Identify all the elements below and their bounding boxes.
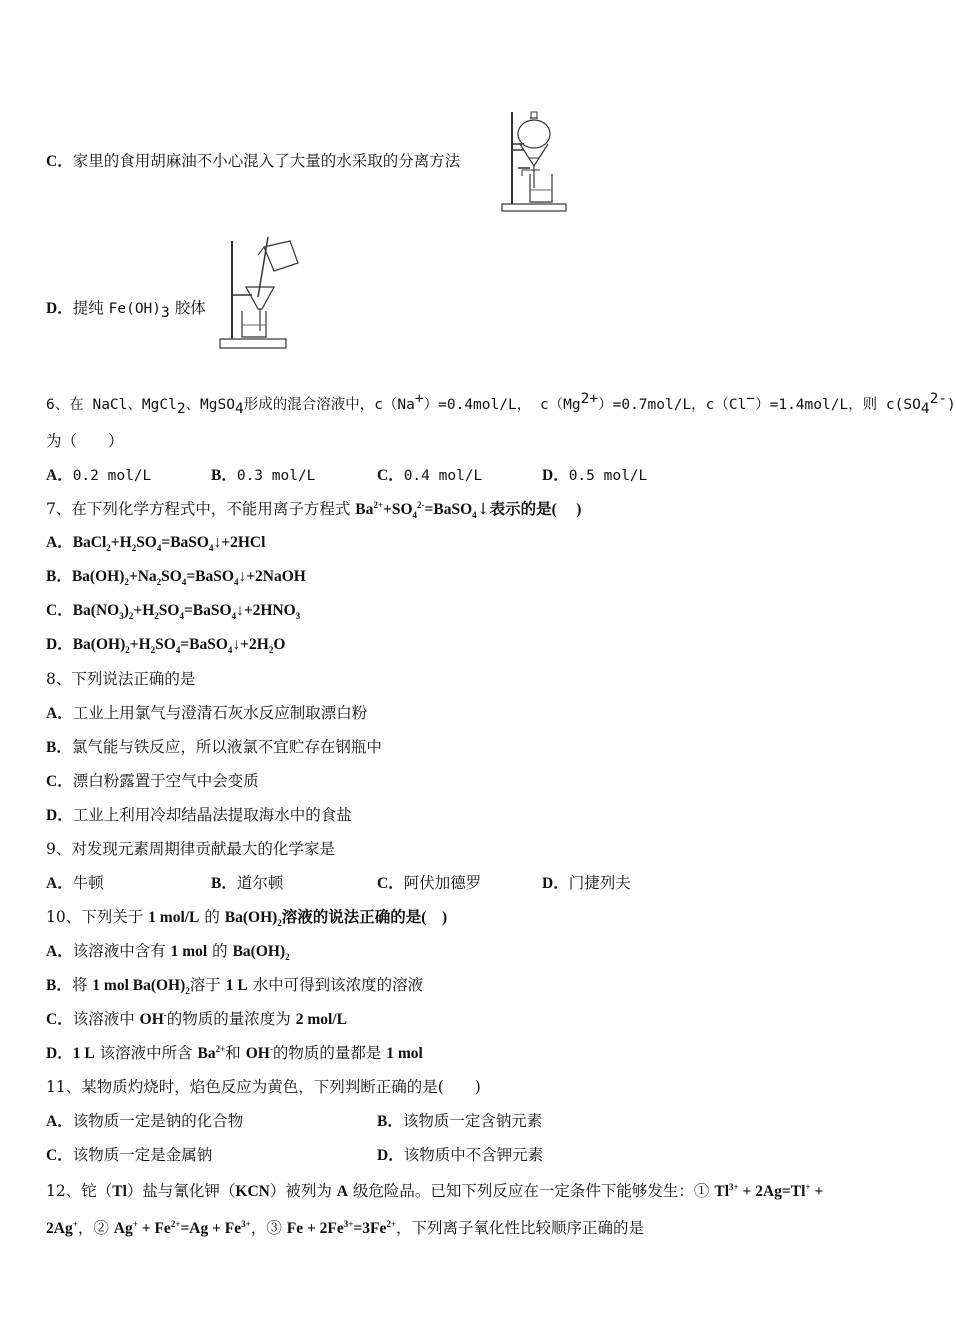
eq-part: O	[273, 636, 286, 653]
option-text: 0.3 mol/L	[236, 468, 316, 484]
q6-stem-e: ）=0.7mol/L，c（Cl	[598, 397, 747, 413]
option-letter: B．	[46, 568, 72, 585]
subscript: 2	[156, 577, 162, 588]
superscript: 2-	[417, 499, 425, 510]
superscript: +	[805, 1181, 811, 1192]
option-letter: A．	[46, 534, 73, 551]
q12-stem-line1	[46, 1181, 823, 1202]
subscript: 2	[131, 543, 137, 554]
option-text: 1 mol Ba(OH)	[92, 977, 186, 994]
q9-stem: 9、对发现元素周期律贡献最大的化学家是	[46, 840, 335, 858]
q6-stem	[46, 390, 956, 418]
eq-part: SO	[158, 602, 180, 619]
option-text: 该物质一定是钠的化合物	[72, 1112, 244, 1130]
q9-option-a	[46, 873, 104, 894]
superscript: +	[72, 1218, 78, 1229]
option-text: OH	[245, 1045, 270, 1062]
subscript: 3	[161, 305, 170, 322]
superscript: -	[163, 1009, 167, 1020]
option-letter: C．	[46, 773, 73, 790]
option-letter: D．	[46, 300, 73, 317]
option-text: 该物质中不含钾元素	[403, 1146, 544, 1164]
option-text: 工业上用氯气与澄清石灰水反应制取漂白粉	[72, 704, 368, 722]
q12-text: 2Ag	[46, 1220, 73, 1237]
option-text: 溶于	[189, 976, 226, 994]
q11-option-d	[377, 1145, 543, 1166]
q12-text: Tl	[112, 1183, 127, 1200]
eq-part: )	[123, 602, 129, 619]
q12-text: KCN	[235, 1183, 270, 1200]
subscript: 2	[154, 611, 159, 622]
option-letter: A．	[46, 1113, 73, 1130]
subscript: 4	[175, 645, 181, 656]
subscript: 4	[156, 543, 162, 554]
eq-part: Ba(OH)	[71, 568, 125, 585]
option-text: 漂白粉露置于空气中会变质	[72, 772, 259, 790]
q12-text: 12、铊（	[46, 1182, 113, 1200]
option-letter: B．	[211, 467, 237, 484]
q12-text: A	[336, 1183, 348, 1200]
option-letter: C．	[46, 1011, 73, 1028]
q12-text: ）被列为	[269, 1182, 337, 1200]
q10-stem-a: 10、下列关于	[46, 908, 149, 926]
option-text: 2 mol/L	[295, 1011, 347, 1028]
option-text: 牛顿	[72, 874, 104, 892]
option-text: 氯气能与铁反应，所以液氯不宜贮存在钢瓶中	[71, 738, 382, 756]
subscript: 4	[412, 510, 418, 521]
subscript: 4	[231, 611, 237, 622]
separatory-funnel-apparatus-icon	[500, 108, 570, 214]
option-letter: D．	[46, 636, 73, 653]
subscript: 2	[125, 645, 130, 656]
subscript: 2	[268, 645, 274, 656]
eq-part: SO	[155, 636, 176, 653]
subscript: 4	[234, 401, 244, 418]
eq-part: ↓+2H	[232, 636, 269, 653]
option-letter: A．	[46, 467, 73, 484]
subscript: 2	[176, 401, 186, 418]
option-letter: B．	[377, 1113, 403, 1130]
formula: Fe(OH)	[108, 301, 162, 317]
eq-part: +H	[129, 636, 151, 653]
q7-option-b	[46, 567, 306, 587]
q8-stem: 8、下列说法正确的是	[46, 670, 196, 688]
q7-stem	[46, 499, 581, 520]
superscript: 3+	[343, 1218, 354, 1229]
option-text: 和	[225, 1044, 246, 1062]
eq-part: Ba(OH)	[72, 636, 126, 653]
subscript: 2	[150, 645, 156, 656]
option-letter: C．	[377, 467, 404, 484]
eq-part: =BaSO	[180, 636, 228, 653]
subscript: 4	[472, 510, 477, 521]
eq-part: Ba(NO	[72, 602, 120, 619]
subscript: 3	[119, 611, 124, 622]
option-text: 该物质一定是金属钠	[72, 1146, 213, 1164]
q11-option-b	[377, 1111, 542, 1132]
subscript: 2	[285, 952, 290, 963]
q12-text: =3Fe	[353, 1220, 387, 1237]
q8-option-d	[46, 805, 352, 826]
q6-stem-line2: 为（ ）	[46, 432, 124, 450]
option-text: 该溶液中含有	[72, 942, 171, 960]
eq-part: ↓+2NaOH	[238, 568, 306, 585]
option-text: 0.5 mol/L	[568, 468, 648, 484]
eq-part: ↓+2HNO	[236, 602, 296, 619]
option-letter: B．	[46, 739, 72, 756]
subscript: 2	[106, 543, 111, 554]
superscript: −	[746, 390, 756, 407]
superscript: 3+	[241, 1218, 251, 1229]
q12-text: ，③	[250, 1219, 287, 1237]
eq-part: BaCl	[72, 534, 107, 551]
option-letter: D．	[46, 1045, 73, 1062]
eq-arrow: ↓	[476, 500, 490, 518]
q10-option-d	[46, 1043, 423, 1064]
subscript: 4	[208, 543, 214, 554]
option-text: Ba	[197, 1045, 216, 1062]
q12-text: + Fe	[137, 1220, 171, 1237]
eq-part: SO	[136, 534, 157, 551]
q6-option-d	[542, 465, 647, 486]
q6-stem-d: ）=0.4mol/L， c（Mg	[423, 397, 581, 413]
subscript: 4	[920, 401, 930, 418]
superscript: 3+	[729, 1181, 739, 1192]
option-text: 阿伏加德罗	[403, 874, 482, 892]
q6-stem-b: 、MgSO	[185, 397, 235, 413]
q10-stem-e: 溶液的说法正确的是( )	[281, 909, 448, 926]
q10-option-c	[46, 1009, 347, 1030]
option-text: 0.4 mol/L	[403, 468, 483, 484]
subscript: 2	[124, 577, 129, 588]
subscript: 4	[227, 645, 233, 656]
q6-option-c	[377, 465, 482, 486]
subscript: 2	[277, 918, 282, 929]
option-letter: C．	[377, 875, 404, 892]
option-letter: D．	[377, 1147, 404, 1164]
q10-stem-d: Ba(OH)	[224, 909, 278, 926]
option-letter: A．	[46, 943, 73, 960]
option-letter: A．	[46, 875, 73, 892]
q12-text: ）盐与氰化钾（	[126, 1182, 236, 1200]
ion-equation	[355, 499, 477, 521]
q11-option-a	[46, 1111, 243, 1132]
option-letter: C．	[46, 1147, 73, 1164]
q10-option-a	[46, 941, 290, 962]
superscript: +	[414, 390, 424, 407]
q8-option-a	[46, 703, 367, 724]
q6-stem-a: 6、在 NaCl、MgCl	[46, 397, 177, 413]
q6-stem-c: 形成的混合溶液中，c（Na	[243, 397, 415, 413]
option-text: 的物质的量浓度为	[166, 1010, 296, 1028]
subscript: 4	[179, 611, 184, 622]
option-text: 门捷列夫	[568, 874, 631, 892]
option-text: 该溶液中所含	[94, 1044, 198, 1062]
q8-option-b	[46, 737, 382, 758]
q12-text: 级危险品。已知下列反应在一定条件下能够发生：①	[348, 1182, 715, 1200]
option-text: 1 L	[72, 1045, 95, 1062]
option-text: 将	[71, 976, 93, 994]
q7-stem-b: 表示的是( )	[489, 501, 582, 518]
eq-part: +H	[133, 602, 155, 619]
option-letter: A．	[46, 705, 73, 722]
superscript: +	[132, 1218, 138, 1229]
filtration-apparatus-icon	[218, 233, 304, 358]
option-text: 的	[207, 942, 233, 960]
superscript: 2+	[170, 1218, 181, 1229]
q6-option-a	[46, 465, 151, 486]
eq-part: =BaSO	[424, 501, 473, 518]
q11-option-c	[46, 1145, 212, 1166]
q7-option-a	[46, 533, 265, 553]
q12-text: ，下列离子氧化性比较顺序正确的是	[396, 1219, 645, 1237]
option-text: 的物质的量都是	[272, 1044, 387, 1062]
q12-text: =Ag + Fe	[180, 1220, 242, 1237]
q5-option-d	[46, 298, 206, 322]
option-letter: C．	[46, 153, 73, 170]
subscript: 2	[185, 986, 190, 997]
subscript: 2	[128, 611, 134, 622]
q12-text: Tl	[714, 1183, 730, 1200]
option-text: 1 mol	[386, 1045, 423, 1062]
eq-part: =BaSO	[161, 534, 209, 551]
q5-option-c	[46, 151, 460, 172]
option-letter: D．	[542, 875, 569, 892]
superscript: 2+	[215, 1043, 226, 1054]
superscript: 2-	[929, 390, 948, 407]
q10-stem-c: 的	[199, 908, 225, 926]
subscript: 3	[295, 611, 301, 622]
eq-part: Ba	[355, 501, 374, 518]
option-text: 该物质一定含钠元素	[402, 1112, 543, 1130]
q7-option-c	[46, 601, 300, 621]
option-text: 1 L	[225, 977, 248, 994]
option-text: 家里的食用胡麻油不小心混入了大量的水采取的分离方法	[72, 152, 461, 170]
option-letter: B．	[46, 977, 72, 994]
superscript: 2+	[373, 499, 384, 510]
option-letter: B．	[211, 875, 237, 892]
q12-text: Ag	[113, 1220, 133, 1237]
q10-stem	[46, 907, 447, 928]
q6-stem-g: )	[947, 397, 956, 413]
option-text: 水中可得到该浓度的溶液	[247, 976, 424, 994]
option-text: OH	[139, 1011, 164, 1028]
option-text: 0.2 mol/L	[72, 468, 152, 484]
q11-stem: 11、某物质灼烧时，焰色反应为黄色，下列判断正确的是( )	[46, 1078, 481, 1096]
q10-stem-b: 1 mol/L	[148, 909, 200, 926]
subscript: 4	[181, 577, 187, 588]
eq-part: =BaSO	[186, 568, 234, 585]
option-letter: D．	[542, 467, 569, 484]
eq-part: +Na	[128, 568, 157, 585]
q6-option-b	[211, 465, 315, 486]
option-letter: D．	[46, 807, 73, 824]
q12-text: +	[810, 1183, 824, 1200]
superscript: -	[269, 1043, 273, 1054]
option-text: 道尔顿	[236, 874, 284, 892]
eq-part: +H	[110, 534, 132, 551]
subscript: 4	[233, 577, 239, 588]
superscript: 2+	[580, 390, 599, 407]
eq-part: SO	[161, 568, 182, 585]
q12-text: Fe + 2Fe	[286, 1220, 344, 1237]
option-text: 工业上利用冷却结晶法提取海水中的食盐	[72, 806, 352, 824]
option-text: 提纯	[72, 299, 109, 317]
eq-part: ↓+2HCl	[213, 534, 266, 551]
eq-part: +SO	[383, 501, 413, 518]
q10-option-b	[46, 975, 423, 996]
q9-option-d	[542, 873, 631, 894]
q6-stem-f: ）=1.4mol/L，则 c(SO	[755, 397, 921, 413]
option-letter: C．	[46, 602, 73, 619]
q12-stem-line2	[46, 1218, 644, 1239]
q9-option-c	[377, 873, 481, 894]
q12-text: ，②	[77, 1219, 114, 1237]
q8-option-c	[46, 771, 259, 792]
superscript: 2+	[386, 1218, 396, 1229]
q9-option-b	[211, 873, 283, 894]
option-text: 该溶液中	[72, 1010, 140, 1028]
option-text: Ba(OH)	[232, 943, 286, 960]
q7-stem-a: 7、在下列化学方程式中，不能用离子方程式	[46, 500, 356, 518]
option-text: 1 mol	[170, 943, 208, 960]
q7-option-d	[46, 635, 285, 655]
option-text-suffix: 胶体	[169, 299, 206, 317]
q12-text: + 2Ag=Tl	[738, 1183, 806, 1200]
eq-part: =BaSO	[183, 602, 232, 619]
